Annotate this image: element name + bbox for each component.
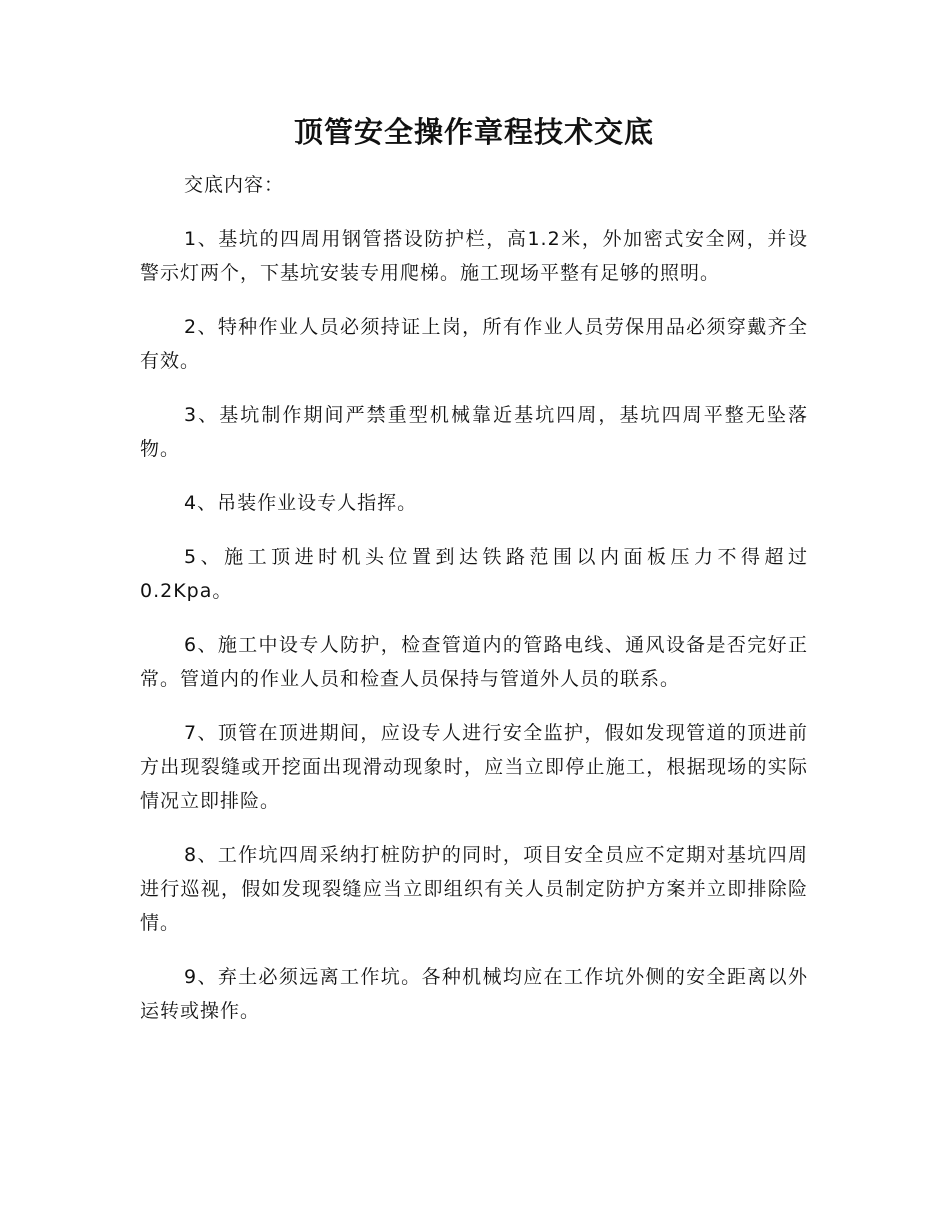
intro-label: 交底内容： <box>184 174 285 196</box>
paragraph-4: 4、吊装作业设专人指挥。 <box>184 492 418 514</box>
paragraph-1: 1、基坑的四周用钢管搭设防护栏，高1.2米，外加密式安全网，并设警示灯两个，下基坑安装专用爬梯。施工现场平整有足够的照明。 <box>140 228 808 284</box>
document-page <box>140 110 808 1048</box>
paragraph-3: 3、基坑制作期间严禁重型机械靠近基坑四周，基坑四周平整无坠落物。 <box>140 404 808 460</box>
paragraph-8: 8、工作坑四周采纳打桩防护的同时，项目安全员应不定期对基坑四周进行巡视，假如发现裂缝应当立即组织有关人员制定防护方案并立即排除险情。 <box>140 844 808 934</box>
paragraph-9: 9、弃土必须远离工作坑。各种机械均应在工作坑外侧的安全距离以外运转或操作。 <box>140 966 808 1022</box>
document-title: 顶管安全操作章程技术交底 <box>293 115 654 149</box>
paragraph-6: 6、施工中设专人防护，检查管道内的管路电线、通风设备是否完好正常。管道内的作业人员和检查人员保持与管道外人员的联系。 <box>140 634 808 690</box>
paragraph-2: 2、特种作业人员必须持证上岗，所有作业人员劳保用品必须穿戴齐全有效。 <box>140 316 808 372</box>
paragraph-5: 5、施工顶进时机头位置到达铁路范围以内面板压力不得超过0.2Kpa。 <box>140 546 808 602</box>
paragraph-7: 7、顶管在顶进期间，应设专人进行安全监护，假如发现管道的顶进前方出现裂缝或开挖面出现滑动现象时，应当立即停止施工，根据现场的实际情况立即排险。 <box>140 722 808 812</box>
